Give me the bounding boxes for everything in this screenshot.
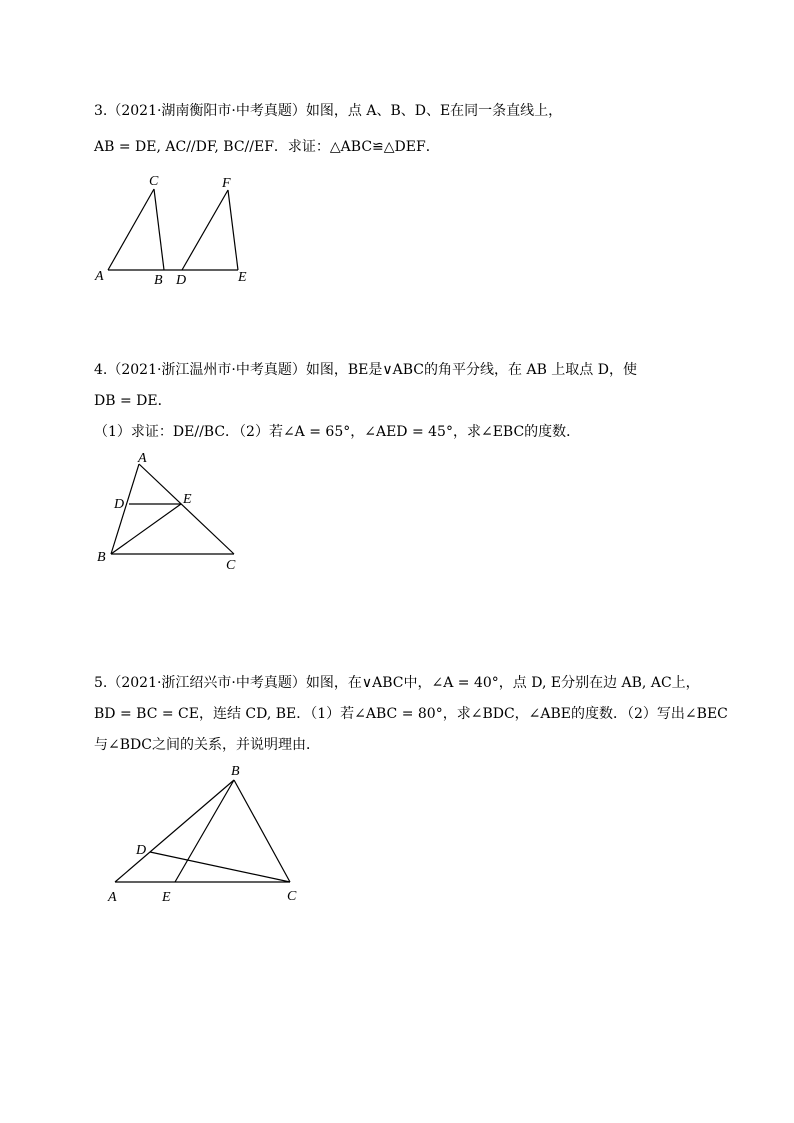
problem-4-line-3: （1）求证：DE//BC．（2）若∠A = 65°，∠AED = 45°，求∠EBC的度数． [94, 424, 581, 440]
problem-3-line-2: AB = DE, AC//DF, BC//EF．求证：△ABC≌△DEF． [94, 139, 440, 155]
figure-problem-4 [90, 448, 260, 578]
label-A: A [95, 269, 104, 284]
segment-AC [108, 189, 154, 270]
segment-DC [150, 852, 290, 882]
label-C: C [287, 889, 297, 904]
problem-5-line-1: 5.（2021·浙江绍兴市·中考真题）如图，在∨ABC中，∠A = 40°，点 D, E分别在边 AB, AC上， [94, 675, 700, 691]
label-D: D [114, 497, 125, 512]
problem-3-line-1: 3.（2021·湖南衡阳市·中考真题）如图，点 A、B、D、E在同一条直线上， [94, 103, 563, 119]
label-A: A [108, 890, 117, 905]
label-C: C [149, 174, 159, 189]
problem-5-line-3: 与∠BDC之间的关系，并说明理由． [94, 737, 320, 753]
label-B: B [231, 764, 240, 779]
problem-4-line-2: DB = DE． [94, 393, 172, 409]
segment-BC [234, 780, 290, 882]
label-A: A [138, 451, 147, 466]
figure-problem-3 [90, 170, 270, 290]
label-E: E [183, 492, 192, 507]
label-E: E [162, 890, 171, 905]
label-D: D [176, 273, 187, 288]
label-D: D [136, 843, 147, 858]
segment-FE [228, 190, 238, 270]
label-F: F [222, 176, 231, 191]
segment-CB [154, 189, 164, 270]
label-E: E [238, 270, 247, 285]
problem-5-line-2: BD = BC = CE，连结 CD, BE．（1）若∠ABC = 80°，求∠BDC，∠ABE的度数．（2）写出∠BEC [94, 706, 728, 722]
segment-DF [182, 190, 228, 270]
problem-4-line-1: 4.（2021·浙江温州市·中考真题）如图，BE是∨ABC的角平分线，在 AB 上取点 D，使 [94, 362, 637, 378]
label-C: C [226, 558, 236, 573]
segment-AC [139, 464, 234, 554]
figure-problem-5 [100, 760, 310, 910]
segment-BE [175, 780, 234, 882]
label-B: B [154, 273, 163, 288]
label-B: B [97, 550, 106, 565]
